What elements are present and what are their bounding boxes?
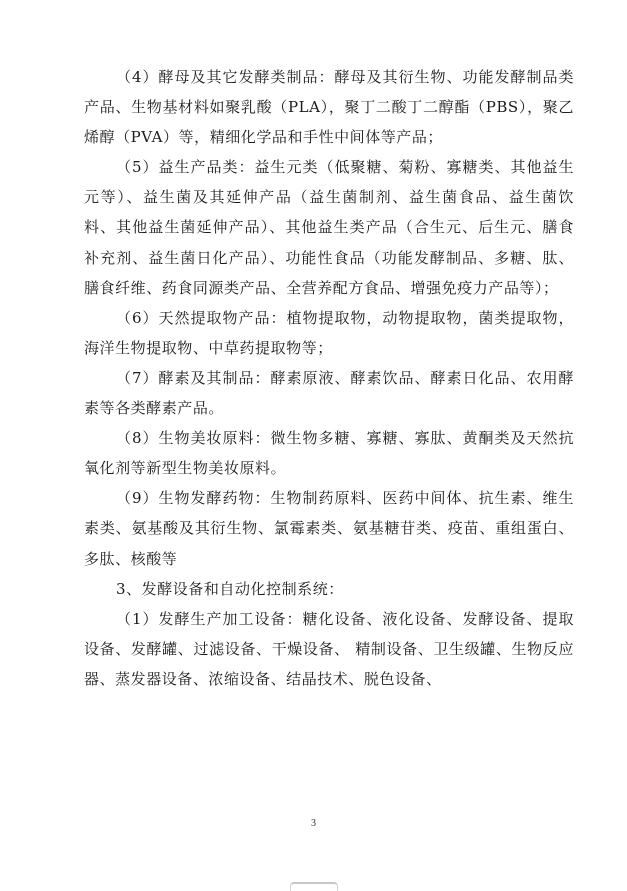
paragraph-enzyme-products: （7）酵素及其制品：酵素原液、酵素饮品、酵素日化品、农用酵素等各类酵素产品。 [84, 368, 574, 418]
paragraph-natural-extracts: （6）天然提取物产品：植物提取物，动物提取物，菌类提取物，海洋生物提取物、中草药提取物等； [84, 308, 574, 357]
page-number: 3 [311, 818, 316, 829]
paragraph-bio-cosmetic-materials: （8）生物美妆原料：微生物多糖、寡糖、寡肽、黄酮类及天然抗氧化剂等新型生物美妆原料。 [84, 429, 574, 478]
binding-mark [290, 882, 338, 891]
paragraph-yeast-products: （4）酵母及其它发酵类制品：酵母及其衍生物、功能发酵制品类产品、生物基材料如聚乳酸（PLA），聚丁二酸丁二醇酯（PBS），聚乙烯醇（PVA）等，精细化学品和手性中间体等产品； [84, 68, 574, 147]
section-heading-equipment: 3、发酵设备和自动化控制系统： [116, 579, 344, 598]
paragraph-processing-equipment: （1）发酵生产加工设备：糖化设备、液化设备、发酵设备、提取设备、发酵罐、过滤设备、干燥设备、 精制设备、卫生级罐、生物反应器、蒸发器设备、浓缩设备、结晶技术、脱色设备、 [84, 609, 574, 688]
paragraph-fermentation-drugs: （9）生物发酵药物：生物制药原料、医药中间体、抗生素、维生素类、氨基酸及其衍生物、氯霉素类、氨基糖苷类、疫苗、重组蛋白、多肽、核酸等 [84, 489, 574, 568]
paragraph-probiotic-products: （5）益生产品类：益生元类（低聚糖、菊粉、寡糖类、其他益生元等）、益生菌及其延伸产品（益生菌制剂、益生菌食品、益生菌饮料、其他益生菌延伸产品）、其他益生类产品（合生元、后生元、膳食补充剂、益生菌日化产品）、功能性食品（功能发酵制品、多糖、肽、膳食纤维、药食同源类产品、全营养配方食品、增强免疫力产品等）； [84, 158, 574, 297]
document-body [84, 62, 574, 694]
